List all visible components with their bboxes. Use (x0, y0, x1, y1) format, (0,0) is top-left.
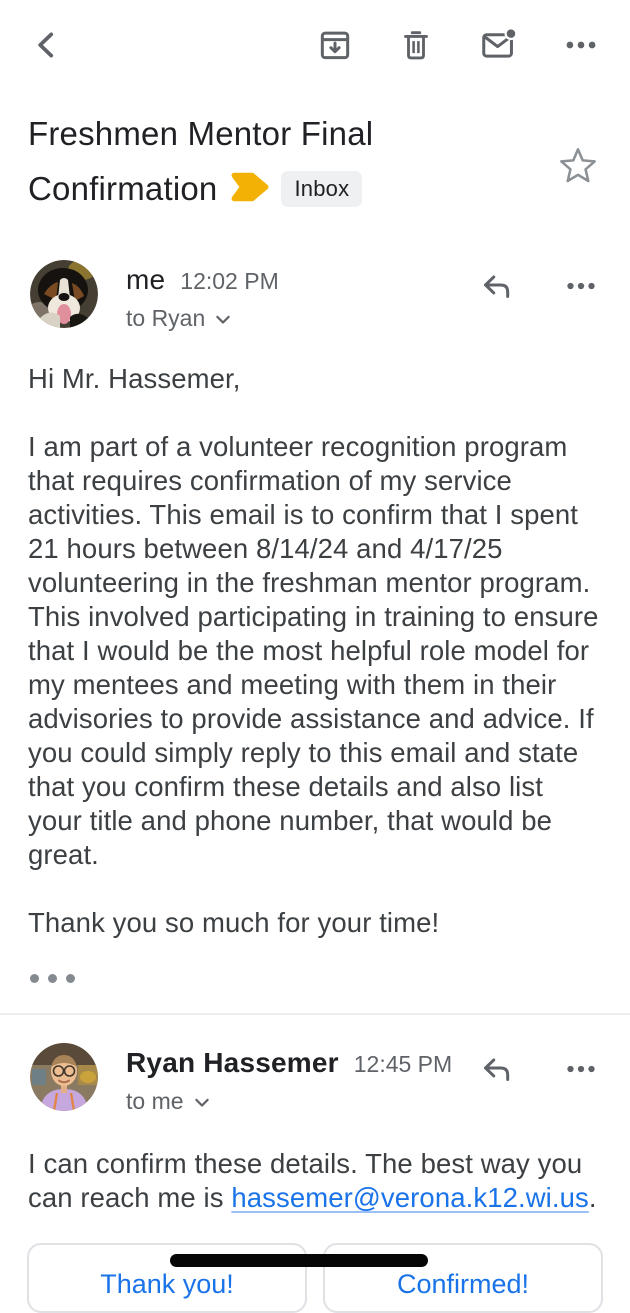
message-more-button[interactable] (562, 1051, 600, 1087)
sent-time: 12:45 PM (353, 1051, 453, 1077)
recipient-label: to me (126, 1088, 184, 1114)
body-prefix: I can confirm these details. The best way you can reach me is (28, 1148, 583, 1213)
star-icon (558, 146, 598, 186)
sender-avatar-person[interactable] (30, 1043, 98, 1111)
star-button[interactable] (558, 146, 598, 186)
reply-button[interactable] (476, 1051, 516, 1087)
body-paragraph (28, 1147, 602, 1215)
email-link[interactable]: hassemer@verona.k12.wi.us (231, 1182, 589, 1213)
body-paragraph: I am part of a volunteer recognition program that requires confirmation of my service activities. This email is to confirm that I spent 21 hours between 8/14/24 and 4/17/25 volunteering in the freshman mentor program. This involved participating in training to ensure that I would be the most helpful role model for my mentees and meeting with them in their advisories to provide assistance and advice. If you could simply reply to this email and state that you confirm these details and also list your title and phone number, that would be great. (28, 431, 599, 870)
back-chevron-icon (30, 26, 64, 64)
archive-icon (316, 26, 354, 64)
subject-title-text: Freshmen Mentor Final Confirmation (28, 115, 374, 207)
inbox-label-chip[interactable]: Inbox (281, 171, 362, 207)
sent-time: 12:02 PM (180, 268, 279, 294)
mark-unread-button[interactable] (478, 26, 518, 64)
delete-button[interactable] (398, 26, 434, 64)
importance-marker-icon (231, 171, 269, 203)
trash-icon (398, 26, 434, 64)
sender-name[interactable]: Ryan Hassemer (126, 1047, 339, 1078)
dog-photo (30, 260, 98, 328)
message-1-header (0, 260, 630, 332)
dot (66, 974, 75, 983)
message-1-body (0, 362, 630, 940)
overflow-dots-icon (562, 26, 600, 64)
dot (30, 974, 39, 983)
archive-button[interactable] (316, 26, 354, 64)
subject-title (28, 106, 502, 216)
overflow-dots-icon (562, 268, 600, 304)
subject-row (28, 106, 602, 216)
show-trimmed-content-button[interactable] (28, 970, 77, 987)
reply-arrow-icon (476, 1051, 516, 1087)
message-2-header (0, 1043, 630, 1115)
message-1 (0, 260, 630, 987)
more-options-button[interactable] (562, 26, 600, 64)
sender-avatar-dog[interactable] (30, 260, 98, 328)
chevron-down-icon (215, 315, 231, 325)
top-toolbar (0, 0, 630, 64)
closing-text: Thank you so much for your time! (28, 907, 440, 938)
dot (48, 974, 57, 983)
recipient-label: to Ryan (126, 305, 206, 331)
message-more-button[interactable] (562, 268, 600, 304)
message-2 (0, 1043, 630, 1262)
greeting-text: Hi Mr. Hassemer, (28, 363, 241, 394)
recipient-toggle[interactable] (126, 1088, 452, 1115)
home-indicator[interactable] (170, 1254, 428, 1267)
body-suffix: . (588, 1182, 597, 1213)
envelope-unread-icon (478, 26, 518, 64)
reply-button[interactable] (476, 268, 516, 304)
smart-reply-thank-you[interactable]: Thank you! (27, 1243, 307, 1313)
chevron-down-icon (194, 1098, 210, 1108)
man-photo (30, 1043, 98, 1111)
message-divider (0, 1013, 630, 1015)
message-2-body (0, 1147, 630, 1215)
back-button[interactable] (30, 26, 64, 64)
overflow-dots-icon (562, 1051, 600, 1087)
recipient-toggle[interactable] (126, 305, 279, 332)
sender-name[interactable]: me (126, 264, 166, 295)
reply-arrow-icon (476, 268, 516, 304)
smart-reply-confirmed[interactable]: Confirmed! (323, 1243, 603, 1313)
